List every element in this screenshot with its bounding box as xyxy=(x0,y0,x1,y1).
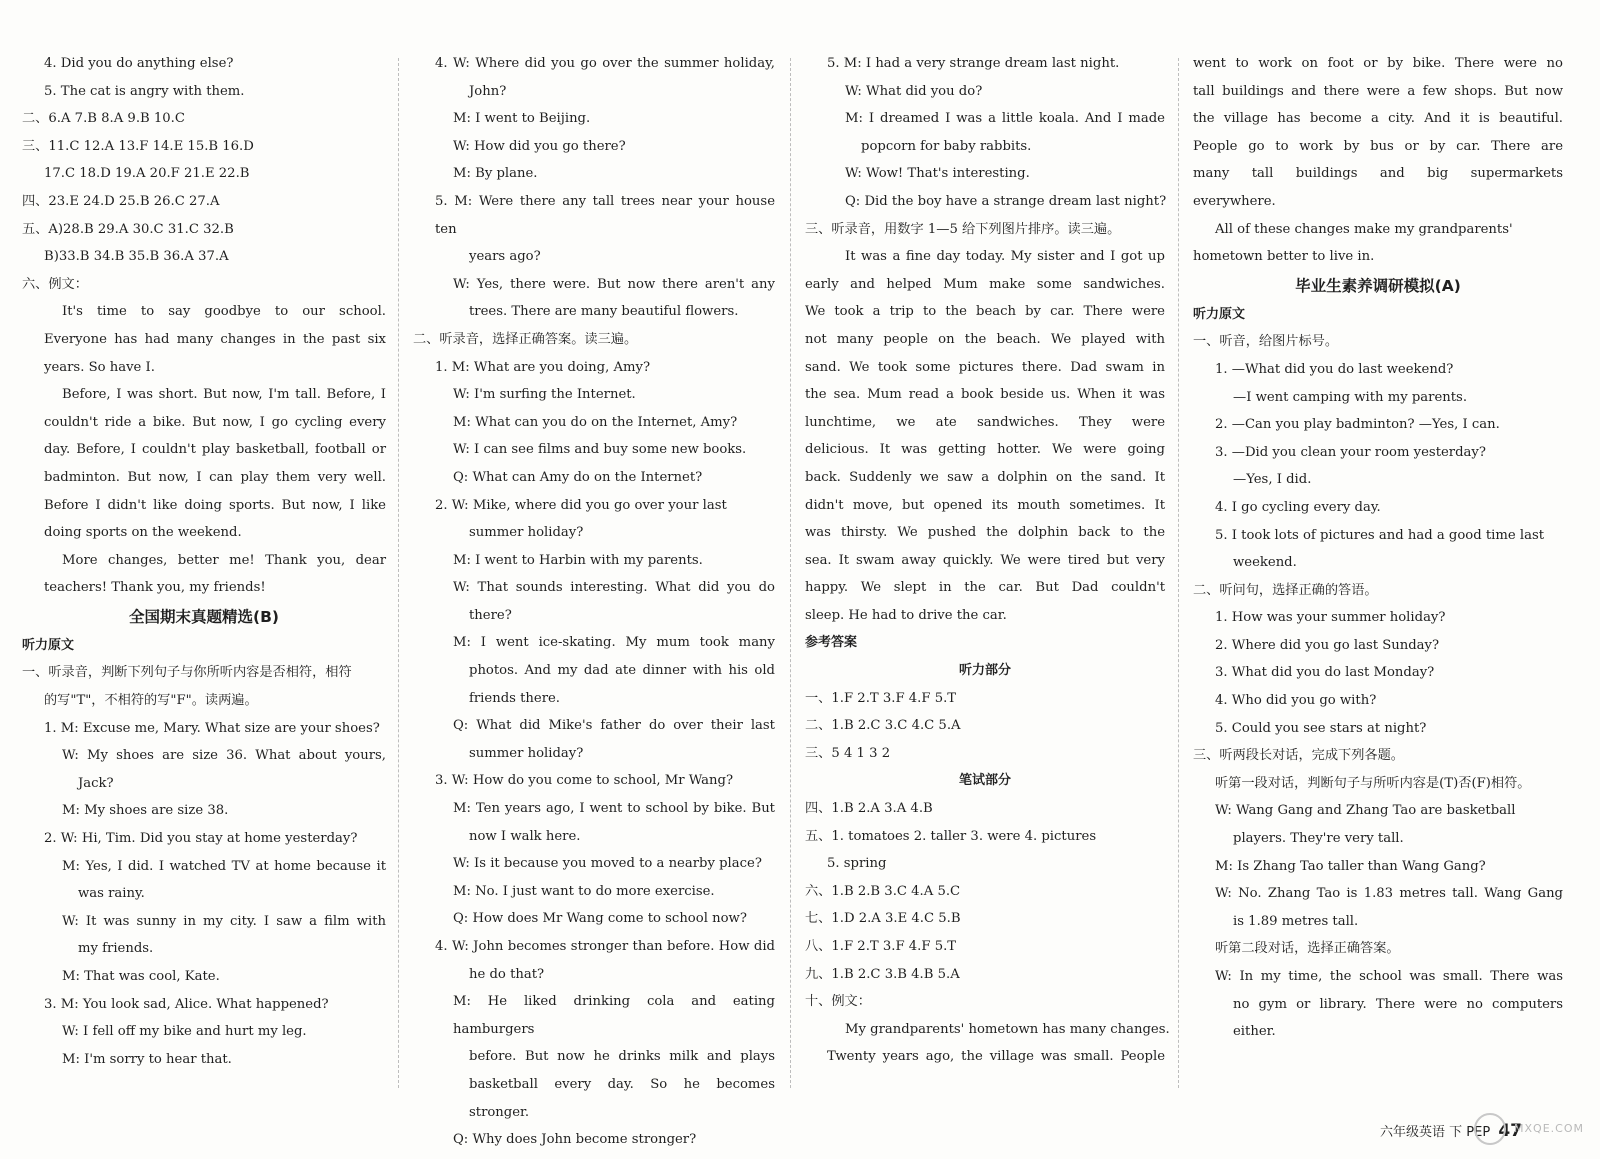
dialogue-line: friends there. xyxy=(469,690,560,706)
dialogue-line: W: What did you do? xyxy=(845,83,983,99)
column-3 xyxy=(805,50,1170,1110)
essay-line: hometown better to live in. xyxy=(1193,249,1375,265)
dialogue-line: 4. W: Where did you go over the summer holiday, xyxy=(435,56,775,71)
passage-line: delicious. It was getting hotter. We were going xyxy=(805,442,1165,458)
answer-line: 九、1.B 2.C 3.B 4.B 5.A xyxy=(805,966,960,982)
dialogue-line: 2. W: Mike, where did you go over your last xyxy=(435,497,727,513)
answer-line: 七、1.D 2.A 3.E 4.C 5.B xyxy=(805,911,961,927)
book-title: 六年级英语 下 PEP xyxy=(1380,1125,1491,1140)
dialogue-line: John? xyxy=(469,83,507,99)
section-label: 六、例文： xyxy=(22,276,88,292)
passage-line: the sea. Mum read a book beside us. When it was xyxy=(805,387,1165,403)
passage-line: early and helped Mum make some sandwiches. xyxy=(805,276,1165,292)
dialogue-line: W: Wang Gang and Zhang Tao are basketball xyxy=(1215,803,1516,819)
question-line: 3. What did you do last Monday? xyxy=(1215,665,1435,681)
essay-line: All of these changes make my grandparents' xyxy=(1215,221,1513,237)
dialogue-line: 1. M: What are you doing, Amy? xyxy=(435,359,651,375)
page-number: 47 xyxy=(1498,1121,1522,1141)
instruction-line: 听第一段对话，判断句子与所听内容是(T)否(F)相符。 xyxy=(1215,775,1531,791)
section-label: 十、例文： xyxy=(805,994,871,1010)
dialogue-line: M: My shoes are size 38. xyxy=(62,803,229,819)
column-2 xyxy=(413,50,775,1148)
dialogue-line: W: My shoes are size 36. What about yours, xyxy=(62,748,386,764)
dialogue-line: there? xyxy=(469,607,512,623)
instruction-line: 的写"T"，不相符的写"F"。读两遍。 xyxy=(44,693,258,709)
text-line: 4. Did you do anything else? xyxy=(44,56,234,71)
answer-line: 二、1.B 2.C 3.C 4.C 5.A xyxy=(805,718,961,734)
dialogue-line: he do that? xyxy=(469,966,545,982)
subsection-label: 听力原文 xyxy=(22,637,75,653)
instruction-line: 三、听录音，用数字 1—5 给下列图片排序。读三遍。 xyxy=(805,221,1121,237)
dialogue-line: 5. M: Were there any tall trees near your house ten xyxy=(435,193,775,237)
essay-line: Before I didn't like doing sports. But now, I like xyxy=(44,497,386,513)
column-divider xyxy=(1178,58,1179,1088)
essay-line: couldn't ride a bike. But now, I go cycling every xyxy=(44,414,386,430)
answer-subheading: 笔试部分 xyxy=(958,773,1011,789)
dialogue-line: M: Yes, I did. I watched TV at home because it xyxy=(62,858,386,874)
essay-line: Everyone has had many changes in the past six xyxy=(44,331,386,347)
dialogue-line: W: Yes, there were. But now there aren't any xyxy=(453,276,775,292)
dialogue-line: either. xyxy=(1233,1024,1276,1040)
dialogue-line: now I walk here. xyxy=(469,828,581,844)
essay-line: teachers! Thank you, my friends! xyxy=(44,580,266,596)
section-heading: 毕业生素养调研模拟(A) xyxy=(1295,276,1461,295)
dialogue-line: W: Is it because you moved to a nearby place? xyxy=(453,856,762,872)
dialogue-line: W: How did you go there? xyxy=(453,138,626,154)
column-divider xyxy=(790,58,791,1088)
dialogue-line: M: I'm sorry to hear that. xyxy=(62,1051,232,1067)
essay-line: day. Before, I couldn't play basketball, football or xyxy=(44,442,386,458)
answer-line: 四、23.E 24.D 25.B 26.C 27.A xyxy=(22,193,220,209)
answer-line: 五、A)28.B 29.A 30.C 31.C 32.B xyxy=(22,221,234,237)
dialogue-line: M: Is Zhang Tao taller than Wang Gang? xyxy=(1215,858,1486,874)
section-heading: 全国期末真题精选(B) xyxy=(129,607,279,626)
answer-line: 八、1.F 2.T 3.F 4.F 5.T xyxy=(805,939,957,954)
passage-line: sea. It swam away quickly. We were tired but very xyxy=(805,552,1165,568)
passage-line: sand. We took some pictures there. Dad swam in xyxy=(805,359,1165,375)
instruction-line: 一、听录音，判断下列句子与你所听内容是否相符，相符 xyxy=(22,665,352,681)
instruction-line: 二、听问句，选择正确的答语。 xyxy=(1193,582,1378,598)
dialogue-line: W: It was sunny in my city. I saw a film with xyxy=(62,913,386,929)
dialogue-line: M: Ten years ago, I went to school by bike. But xyxy=(453,801,775,817)
dialogue-line: photos. And my dad ate dinner with his old xyxy=(469,663,775,679)
instruction-line: 一、听音，给图片标号。 xyxy=(1193,334,1339,350)
dialogue-line: M: He liked drinking cola and eating hamburgers xyxy=(453,994,775,1037)
answer-key-label: 参考答案 xyxy=(805,635,858,651)
essay-line: went to work on foot or by bike. There were no xyxy=(1193,56,1563,71)
dialogue-line: 4. W: John becomes stronger than before. How did xyxy=(435,939,775,954)
dialogue-line: 5. M: I had a very strange dream last night. xyxy=(827,56,1120,71)
dialogue-line: 1. M: Excuse me, Mary. What size are your shoes? xyxy=(44,720,380,736)
essay-line: years. So have I. xyxy=(44,359,155,375)
essay-line: Before, I was short. But now, I'm tall. Before, I xyxy=(62,387,386,403)
dialogue-line: my friends. xyxy=(78,941,154,957)
watermark xyxy=(1474,1113,1584,1145)
answer-line: B)33.B 34.B 35.B 36.A 37.A xyxy=(44,249,229,265)
answer-line: 三、11.C 12.A 13.F 14.E 15.B 16.D xyxy=(22,138,254,154)
dialogue-line: M: By plane. xyxy=(453,166,538,182)
dialogue-line: summer holiday? xyxy=(469,745,584,761)
watermark-logo-icon xyxy=(1474,1113,1506,1145)
answer-line: 四、1.B 2.A 3.A 4.B xyxy=(805,801,933,817)
passage-line: was thirsty. We pushed the dolphin back to the xyxy=(805,525,1165,541)
dialogue-line: M: That was cool, Kate. xyxy=(62,969,220,984)
dialogue-line: 4. I go cycling every day. xyxy=(1215,499,1381,515)
essay-line: My grandparents' hometown has many changes. xyxy=(845,1021,1170,1037)
dialogue-line: W: No. Zhang Tao is 1.83 metres tall. Wang Gang xyxy=(1215,886,1563,902)
dialogue-line: M: I dreamed I was a little koala. And I made xyxy=(845,111,1165,127)
dialogue-line: 3. M: You look sad, Alice. What happened? xyxy=(44,996,329,1012)
dialogue-line: was rainy. xyxy=(78,886,145,902)
dialogue-line: W: Wow! That's interesting. xyxy=(845,166,1030,182)
essay-line: People go to work by bus or by car. There are xyxy=(1193,138,1563,154)
answer-line: 一、1.F 2.T 3.F 4.F 5.T xyxy=(805,690,957,706)
dialogue-line: W: I'm surfing the Internet. xyxy=(453,387,636,403)
dialogue-line: popcorn for baby rabbits. xyxy=(861,138,1032,154)
answer-line: 5. spring xyxy=(827,856,887,872)
answer-line: 三、5 4 1 3 2 xyxy=(805,745,891,761)
passage-line: not many people on the beach. We played with xyxy=(805,331,1165,347)
essay-line: More changes, better me! Thank you, dear xyxy=(62,552,386,568)
dialogue-line: M: I went to Harbin with my parents. xyxy=(453,552,703,568)
column-4 xyxy=(1193,50,1563,1110)
passage-line: It was a fine day today. My sister and I got up xyxy=(845,249,1165,265)
essay-line: It's time to say goodbye to our school. xyxy=(62,304,386,320)
column-1 xyxy=(22,50,386,1110)
column-divider xyxy=(398,58,399,1088)
dialogue-line: Q: How does Mr Wang come to school now? xyxy=(453,911,747,927)
dialogue-line: M: What can you do on the Internet, Amy? xyxy=(453,414,738,430)
dialogue-line: 3. W: How do you come to school, Mr Wang? xyxy=(435,773,734,789)
dialogue-line: —Yes, I did. xyxy=(1233,472,1312,488)
dialogue-line: —I went camping with my parents. xyxy=(1233,389,1468,405)
instruction-line: 三、听两段长对话，完成下列各题。 xyxy=(1193,748,1404,764)
answer-line: 17.C 18.D 19.A 20.F 21.E 22.B xyxy=(44,166,250,182)
question-line: 1. How was your summer holiday? xyxy=(1215,610,1446,626)
passage-line: happy. We slept in the car. But Dad couldn't xyxy=(805,580,1165,596)
dialogue-line: 2. —Can you play badminton? —Yes, I can. xyxy=(1215,417,1500,433)
dialogue-line: summer holiday? xyxy=(469,525,584,541)
essay-line: Twenty years ago, the village was small. People xyxy=(827,1049,1165,1065)
dialogue-line: Q: Did the boy have a strange dream last night? xyxy=(845,193,1167,209)
dialogue-line: 5. I took lots of pictures and had a good time last xyxy=(1215,527,1545,543)
dialogue-line: players. They're very tall. xyxy=(1233,831,1404,847)
question-line: 4. Who did you go with? xyxy=(1215,693,1377,709)
dialogue-line: stronger. xyxy=(469,1104,530,1120)
question-line: 2. Where did you go last Sunday? xyxy=(1215,637,1440,653)
dialogue-line: Q: What can Amy do on the Internet? xyxy=(453,469,703,485)
dialogue-line: before. But now he drinks milk and plays xyxy=(469,1049,775,1065)
dialogue-line: basketball every day. So he becomes xyxy=(469,1076,775,1092)
essay-line: many tall buildings and big supermarkets xyxy=(1193,166,1563,182)
watermark-text: MXQE.COM xyxy=(1514,1122,1584,1135)
answer-line: 六、1.B 2.B 3.C 4.A 5.C xyxy=(805,883,961,899)
dialogue-line: weekend. xyxy=(1233,555,1297,571)
dialogue-line: is 1.89 metres tall. xyxy=(1233,913,1359,929)
dialogue-line: M: I went ice-skating. My mum took many xyxy=(453,635,775,651)
dialogue-line: 1. —What did you do last weekend? xyxy=(1215,361,1454,377)
dialogue-line: W: In my time, the school was small. There was xyxy=(1215,969,1563,984)
dialogue-line: years ago? xyxy=(469,249,541,265)
dialogue-line: Q: Why does John become stronger? xyxy=(453,1132,697,1148)
passage-line: back. Suddenly we saw a dolphin on the sand. It xyxy=(805,469,1165,485)
dialogue-line: M: No. I just want to do more exercise. xyxy=(453,883,715,899)
essay-line: badminton. But now, I can play them very well. xyxy=(44,469,386,485)
essay-line: tall buildings and there were a few shops. But now xyxy=(1193,83,1563,99)
question-line: 5. Could you see stars at night? xyxy=(1215,720,1427,736)
dialogue-line: W: That sounds interesting. What did you do xyxy=(453,580,775,596)
dialogue-line: trees. There are many beautiful flowers. xyxy=(469,304,739,320)
dialogue-line: 2. W: Hi, Tim. Did you stay at home yesterday? xyxy=(44,831,358,847)
dialogue-line: 3. —Did you clean your room yesterday? xyxy=(1215,444,1486,460)
passage-line: lunchtime, we ate sandwiches. They were xyxy=(805,414,1165,430)
dialogue-line: Jack? xyxy=(78,775,114,791)
essay-line: the village has become a city. And it is beautiful. xyxy=(1193,111,1563,127)
instruction-line: 听第二段对话，选择正确答案。 xyxy=(1215,941,1400,957)
passage-line: didn't move, but opened its mouth sometimes. It xyxy=(805,497,1165,513)
answer-line: 二、6.A 7.B 8.A 9.B 10.C xyxy=(22,111,185,127)
answer-line: 五、1. tomatoes 2. taller 3. were 4. pictures xyxy=(805,828,1097,844)
dialogue-line: Q: What did Mike's father do over their last xyxy=(453,718,775,734)
dialogue-line: no gym or library. There were no computers xyxy=(1233,996,1563,1012)
passage-line: We took a trip to the beach by car. There were xyxy=(805,304,1165,320)
text-line: 5. The cat is angry with them. xyxy=(44,83,245,99)
essay-line: doing sports on the weekend. xyxy=(44,525,242,541)
dialogue-line: W: I can see films and buy some new books. xyxy=(453,442,747,458)
dialogue-line: W: I fell off my bike and hurt my leg. xyxy=(62,1024,307,1040)
passage-line: sleep. He had to drive the car. xyxy=(805,607,1007,623)
subsection-label: 听力原文 xyxy=(1193,306,1246,322)
instruction-line: 二、听录音，选择正确答案。读三遍。 xyxy=(413,331,638,347)
dialogue-line: M: I went to Beijing. xyxy=(453,111,591,127)
essay-line: everywhere. xyxy=(1193,193,1276,209)
answer-subheading: 听力部分 xyxy=(958,663,1011,679)
